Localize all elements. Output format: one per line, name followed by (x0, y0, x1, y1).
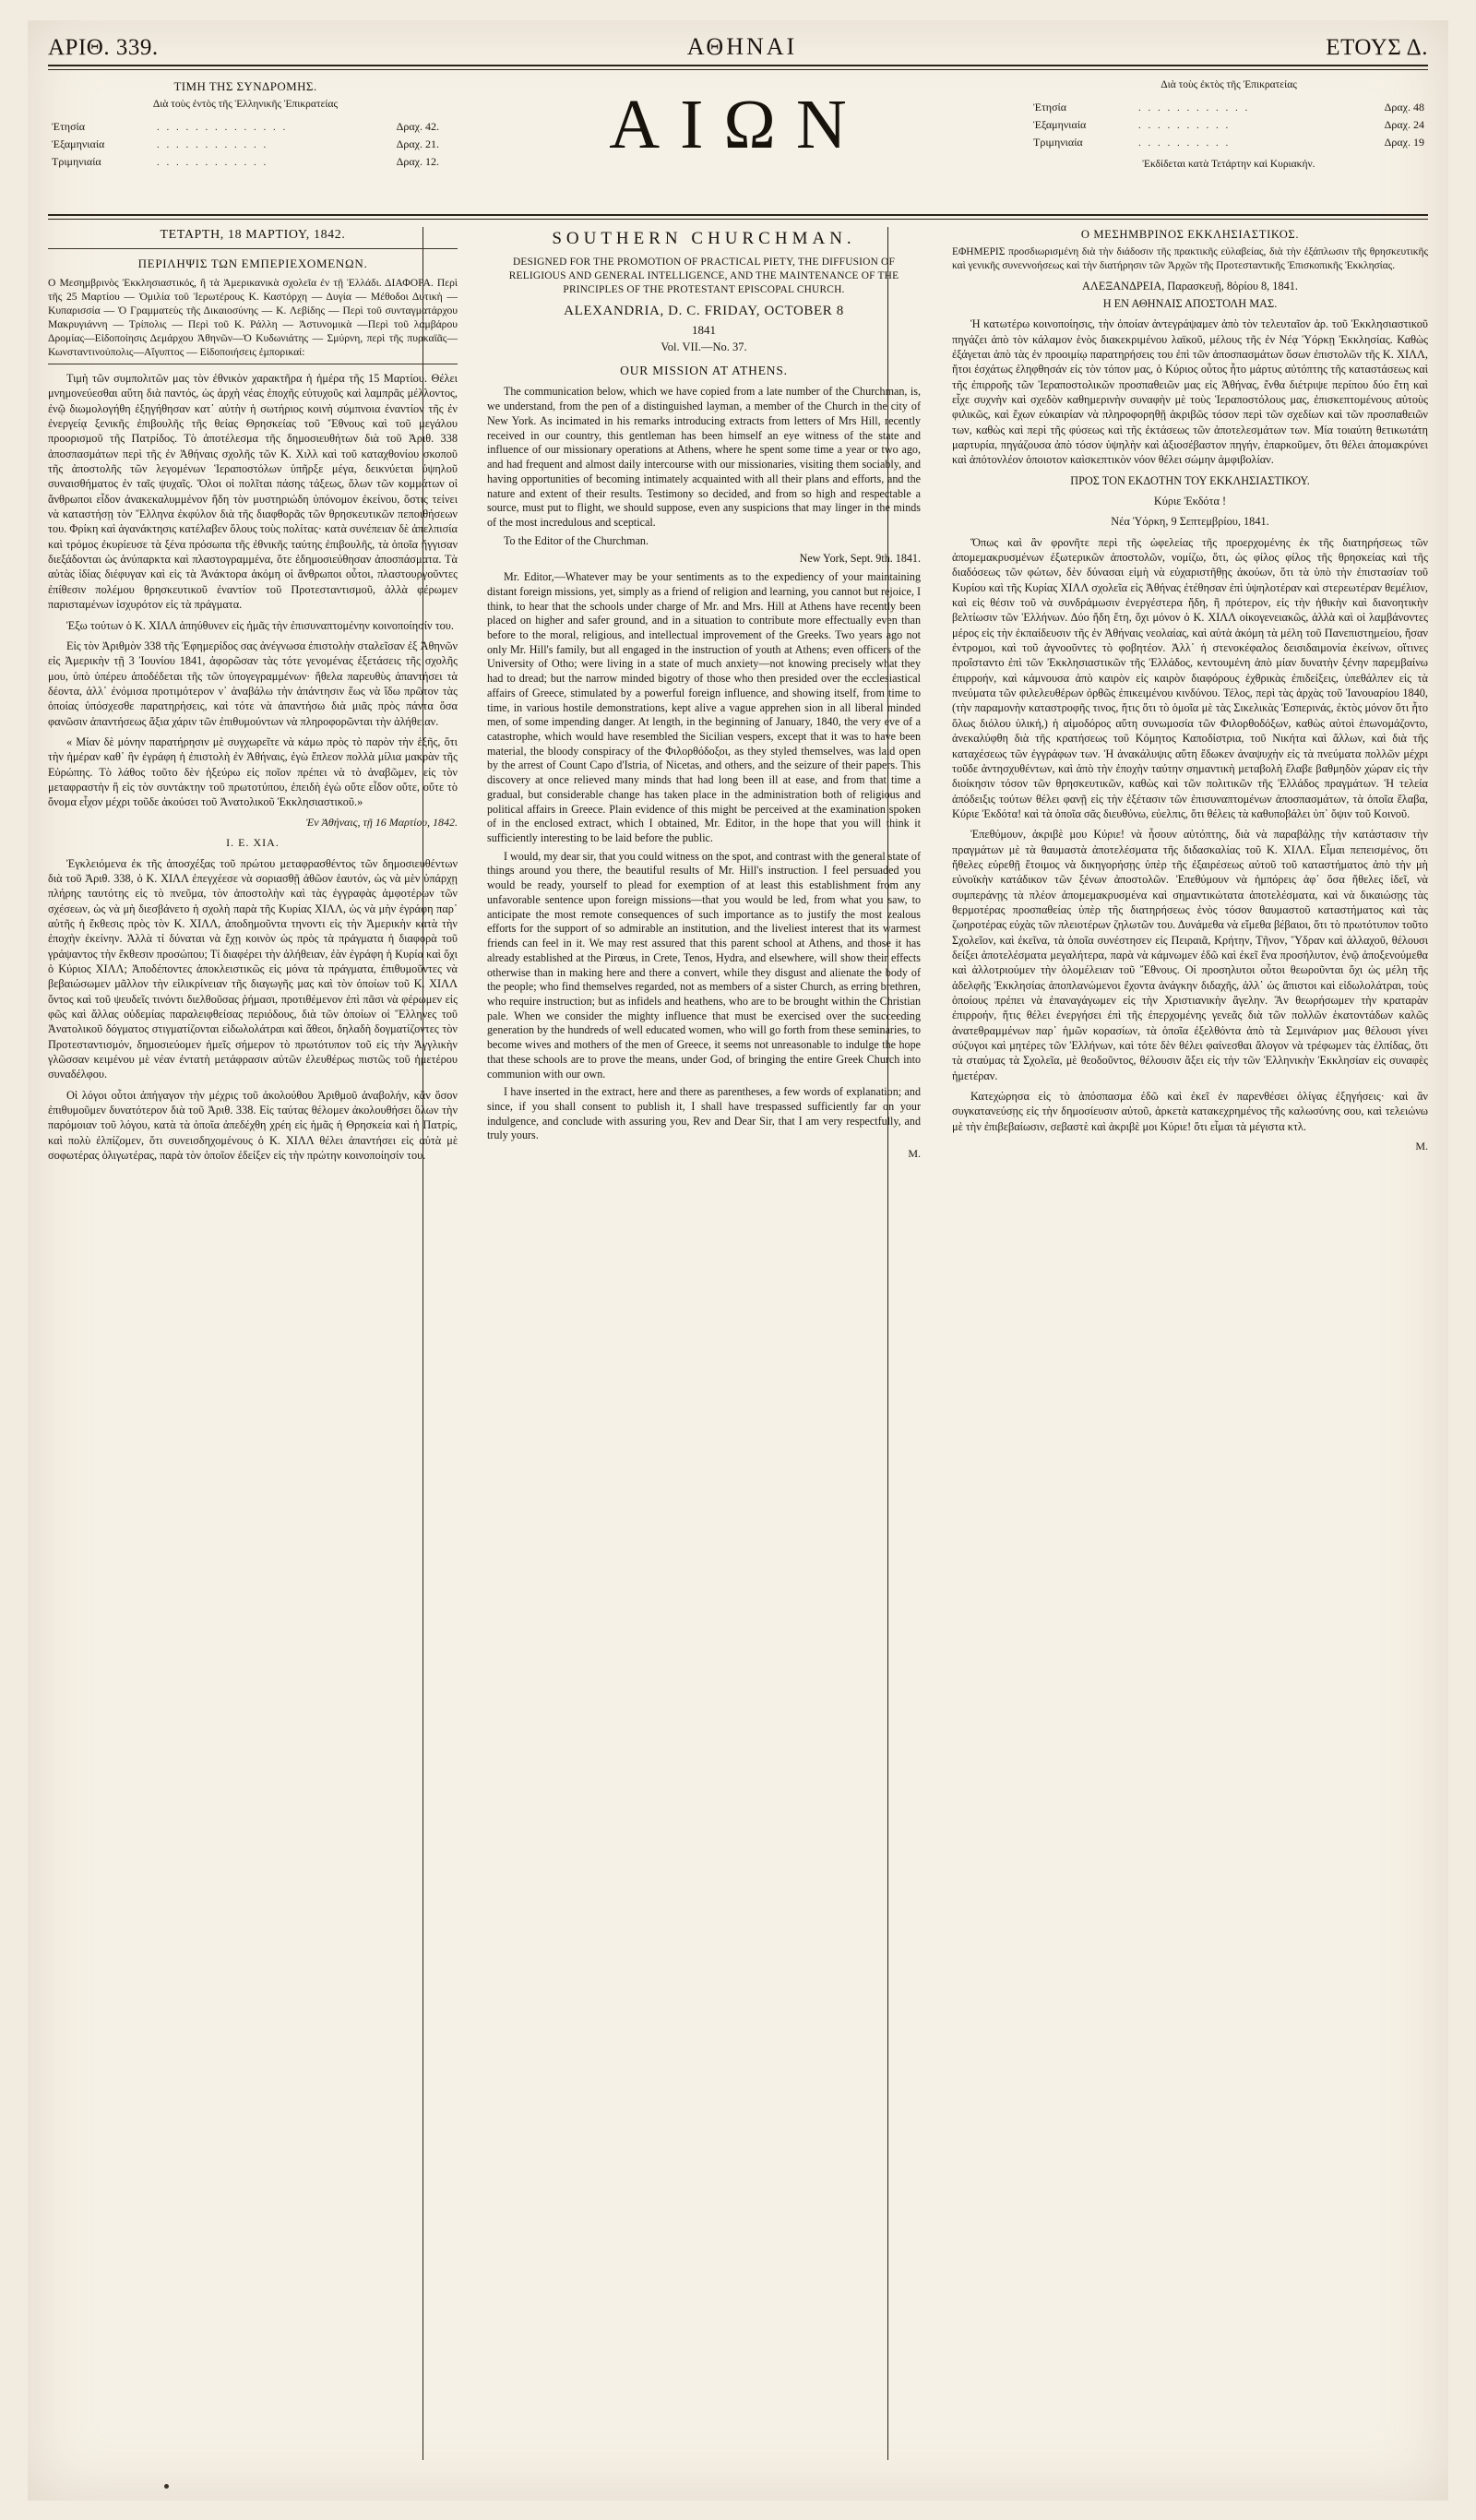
column-one-body (48, 371, 458, 1163)
volume-number: Vol. VII.—No. 37. (661, 340, 747, 354)
subscription-row (52, 136, 439, 153)
dot-leader: . . . . . . . . . . (1138, 137, 1231, 149)
letter-salutation: Κύριε Ἐκδότα ! (1153, 495, 1227, 508)
newspaper-logo: ΑΙΩΝ (609, 86, 867, 163)
subscription-subtitle-foreign: Διὰ τοὺς ἐκτὸς τῆς Ἐπικρατείας (1161, 79, 1297, 90)
letter-dateline: Νέα Ὑόρκη, 9 Σεπτεμβρίου, 1841. (1111, 515, 1269, 529)
paragraph: I have inserted in the extract, here and there as parentheses, a few words of explanation; and since, if you shall consent to publish it, I shall have trespassed sufficiently far on your indulgence, and conclude with assuring you, Rev and Dear Sir, that I am very respectfully, and truly yours. (487, 1085, 921, 1142)
subscription-amount: Δραχ. 21. (396, 137, 439, 150)
greek-section-heading: Η ΕΝ ΑΘΗΝΑΙΣ ΑΠΟΣΤΟΛΗ ΜΑΣ. (1102, 296, 1278, 310)
subscription-label: Ἐτησία (52, 119, 86, 133)
subscription-row (52, 153, 439, 171)
letter-addressee: To the Editor of the Churchman. (504, 533, 649, 547)
subscription-subtitle: Διὰ τοὺς ἐντὸς τῆς Ἑλληνικῆς Ἐπικρατείας (152, 99, 339, 111)
columns-area (48, 227, 1428, 2460)
paragraph: Ἐξω τούτων ὁ Κ. ΧΙΛΛ ἀπηύθυνεν εἰς ἡμᾶς τὴν ἐπισυναπτομένην κοινοποίησίν του. (66, 618, 454, 632)
column-two-body (487, 385, 921, 1161)
subscription-right-block (1033, 78, 1424, 173)
letter-dateline: New York, Sept. 9th. 1841. (799, 552, 921, 566)
publication-place-line: ALEXANDRIA, D. C. FRIDAY, OCTOBER 8 (564, 304, 844, 319)
letter-initial: M. (908, 1147, 921, 1161)
subscription-label: Ἑξαμηνιαία (1033, 117, 1087, 131)
column-two (487, 227, 921, 2460)
paragraph: Κατεχώρησα εἰς τὸ ἀπόσπασμα ἐδῶ καὶ ἐκεῖ ἐν παρενθέσει ὀλίγας ἐξηγήσεις· καὶ ἂν συγκατανεύσῃς εἰς τὴν δημοσίευσιν αὐτοῦ, ἀρκετὰ κατακεχρημένος τῆς καλωσύνης σου, καὶ τελειώνω μὲ τὴν ἐπιβεβαίωσιν, σεβαστὲ καὶ ἀκριβὲ μοι Κύριε! ὅτι εἶμαι τὰ μέγιστα κτλ. (952, 1090, 1428, 1133)
letter-initial: Μ. (1415, 1140, 1428, 1153)
letter-heading: ΠΡΟΣ ΤΟΝ ΕΚΔΟΤΗΝ ΤΟΥ ΕΚΚΛΗΣΙΑΣΤΙΚΟΥ. (1070, 473, 1310, 487)
subscription-row (1033, 134, 1424, 151)
paragraph: Mr. Editor,—Whatever may be your sentiments as to the expediency of your maintaining distant foreign missions, yet, simply as a friend of religion and learning, you cannot but rejoice, I think, to hear that the schools under charge of Mr. and Mrs. Hill at Athens have recently been placed on higher and safer ground, and in a situation to contribute more effectually even than before to the moral, religious, and intellectual improvement of the Greeks. Two years ago not only Mr. Hill's family, but all engaged in the instruction of youth at Athens; even officers of the University of Otho; were living in a state of much anxiety—not knowing precisely what they had to dread; but the narrow minded bigotry of those who then presided over the ecclesiastical affairs of Greece, stimulated by a powerful foreign influence, and showing itself, from time to time, in various hostile demonstrations, kept alive a vague apprehen sion in all liberal minded men, of some impending danger. At length, in the beginning of January, 1840, the very eve of a catastrophe, which would have resembled the Sicilian vespers, except that it was to have been material, the bloody conspiracy of the Φιλορθόδοξοι, as they styled themselves, was laid open by the arrest of Count Capo d'Istria, of Nicetas, and others, and the seizure of their papers. This discovery at once relieved many minds that had long been ill at ease, and from that time a gradual, but considerable change has taken place in the administration both of religious and political affairs in Greece. Plain evidence of this might be perceived at the examination spoken of in the enclosed extract, which I obtained, Mr. Editor, in the hope that you will think it sufficiently interesting to be laid before the public. (487, 570, 921, 845)
dot-leader: . . . . . . . . . . . . (157, 139, 268, 150)
paragraph: Ὅπως καὶ ἂν φρονῆτε περὶ τῆς ὠφελείας τῆς προερχομένης ἐκ τῆς διατηρήσεως τῶν ἀπομεμακρυσμένων ἐξωτερικῶν ἀποστολῶν, νομίζω, ὅτι, ὡς φίλος φίλος τῆς θρησκείας καὶ τῆς διαδόσεως τῶν φώτων, δὲν δύνασαι εἰμὴ νὰ εὐχαριστῆθῃς ἀκούων, ὅτι τὰ ὑπὸ τὴν ἐπιστασίαν τοῦ Κυρίου καὶ τῆς Κυρίας ΧΙΛΛ σχολεῖα εἰς Ἀθήνας ἐτέθησαν ἐπὶ ὑψηλοτέραν καὶ στερεωτέραν θεμέλιον, καὶ εἰς θέσιν τοῦ νὰ συνδράμωσιν ἐνεργέστερα ἤδη, ἢ πρότερον, εἰς τὴν ἠθικὴν καὶ διανοητικὴν βελτίωσιν τῶν Ἑλλήνων. Δύο ἤδη ἔτη, ὄχι μόνον ὁ Κ. ΧΙΛΛ οἰκογενειακῶς, ἀλλὰ καὶ οἱ λαμβάνοντες μέρος εἰς τὴν ἐκπαίδευσιν τῆς ἐν Ἀθήναις νεολαίας, καὶ αὐτὰ ἀκόμη τὰ μέλη τοῦ Πανεπιστημείου, ἤσαν ἐντρομοι, καὶ τοῦ ἀγνοοῦντες τὸ φοβητέον. Ἀλλ᾽ ἡ στενοκέφαλος δεισιδαιμονία ἐκείνων, οἵτινες προΐσταντο ἐπὶ τῶν Ἐκκλησιαστικῶν τῆς Ἑλλάδος, κεντουμένη ἀπὸ μίαν δυνατὴν ξένην παρεμβαίνω ἐπιρροήν, καὶ κάμνουσα ἀπὸ καιρὸν εἰς καιρὸν διαφόρους ἐχθρικὰς ἐπιδείξεις, ὑπεθάλπεν εἰς τὰ πνεύματα τῶν φιλελευθέρων ὀρθῶς ἐπικειμένου κινδύνου. Τέλος, περὶ τὰς ἀρχὰς τοῦ Ἰανουαρίου 1840, (τὴν παραμονὴν καταστροφῆς τινος, ἥτις ὅτι τὸ ὁμοῖα μὲ τὰς Σικελικὰς Ἑσπερινάς, ἐκτὸς μόνον ὅτι ἦτο ὅλως διόλου ὑλική,) ἡ αἱμοδόρος αὕτη συνωμοσία τῶν Φιλορθοδόξων, καθὼς αὐτοὶ ἐπωνομάζοντο, ἀνεκαλύφθη διὰ τῆς κρατήσεως τοῦ Κόμητος Καποδίστρια, τοῦ Νικήτα καὶ ἄλλων, καὶ διὰ τῆς καταχέσεως τῶν ἐγγράφων των. Ἡ ἀνακάλυψις αὕτη ἔδωκεν ἀναψυχὴν εἰς τὰ πνεύματα πολλῶν μέχρι τοῦδε ἀντησχυθέντων, καὶ ἀπὸ τὴν ἐποχὴν ταύτην σημαντικὴ μεταβολὴ ἔλαβε βαθμηδὸν χώραν εἰς τὴν διοίκησιν τόσον τῶν θρησκευτικῶν, καθὼς καὶ τῶν πολιτικῶν τῆς Ἑλλάδος πραγμάτων. Ἡ τελεία ἀπόδειξις τούτων θέλει φανῇ εἰς τὴν ἐξέτασιν τῶν ἐπισυναπτομένων ἀποσπασμάτων, τὰ ὁποῖα ἔλαβα, Κύριε Ἐκδότα! καὶ τὰ ὁποῖα σᾶς διευθύνω, εὐελπις, ὅτι θέλεις τὰ καθυποβάλει ὑπ᾽ ὄψιν τοῦ Κοινοῦ. (952, 535, 1428, 820)
southern-churchman-title: SOUTHERN CHURCHMAN. (552, 229, 856, 248)
subscription-amount: Δραχ. 19 (1384, 135, 1424, 149)
masthead-place: ΑΘΗΝΑΙ (686, 33, 798, 60)
dot-leader: . . . . . . . . . . . . (157, 157, 268, 169)
southern-churchman-subtitle: DESIGNED FOR THE PROMOTION OF PRACTICAL PIETY, THE DIFFUSION OF RELIGIOUS AND GENERAL INTELLIGENCE, AND THE MAINTENANCE OF THE PRINCIPLES OF THE PROTESTANT EPISCOPAL CHURCH. (508, 257, 899, 296)
letter-signature: Ι. Ε. ΧΙΑ. (226, 835, 280, 849)
masthead-top-line (48, 33, 1428, 61)
paragraph: Ἡ κατωτέρω κοινοποίησις, τὴν ὁποίαν ἀντεγράψαμεν ἀπὸ τὸν τελευταῖον ἀρ. τοῦ Ἐκκλησιαστικοῦ πηγάζει ἀπὸ τὸν κάλαμον ἑνὸς διακεκριμένου λαϊκοῦ, μέλους τῆς ἐν Νέᾳ Ὑόρκῃ Ἐκκλησίας. Καθὼς ἐξάγεται ἀπὸ τὰς ἐν προοιμίῳ παρατηρήσεις του ἐπὶ τῶν ἀποσπασμάτων ὅσων ἐπιστολῶν τῆς Κ. ΧΙΛΛ, ἤτοι ἐσχάτως ἐληφθησάν εἰς τὸν τόπον μας, ὁ Κύριος οὗτος ἦτο μάρτυς αὐτόπτης τῆς καταστάσεως καὶ τῆς ἐπιρροῆς τῶν Ἱεραποστολικῶν προσπαθειῶν μας εἰς Ἀθήνας, ἔνθα διέτριψε περίπου δύο ἔτη καὶ εἶχε συχνὴν καὶ σχεδὸν καθημερινὴν συναφὴν μὲ τοὺς Ἱεραποστόλους μας, ἐπισκεπτομένους αὐτοὺς φιλικῶς, καὶ ἔχων εὐκαιρίαν νὰ πληροφορηθῇ ἀκριβῶς τόσον περὶ τῶν σχεδίων καὶ τῶν προσπαθειῶν των, καθὼς καὶ περὶ τῆς φύσεως καὶ τῆς ἐκτάσεως τῶν ἀποτελεσμάτων των. Μία τοιαύτη θετικωτάτη μαρτυρία, πηγάζουσα ἀπὸ τόσον ὑψηλὴν καὶ ἀξιοσέβαστον πηγήν, ἐπαρκοῦμεν, ὅτι θέλει ἀπομακρύνει καὶ ἀπότονλέον ὁποιοτον καὶσκεπτικὸν νόον θέλει σώμην ἀμφιβολίαν. (952, 317, 1428, 467)
subscription-label: Ἐτησία (1033, 100, 1067, 113)
masthead-rule-top-thin (48, 69, 1428, 70)
subscription-row (52, 118, 439, 136)
paragraph: The communication below, which we have copied from a late number of the Churchman, is, we understand, from the pen of a distinguished layman, a member of the Church in the city of New York. As incimated in his remarks introducing extracts from letters of Mrs Hill, recently received in our country, this gentleman has been himself an eye witness of the state and influence of our missionary operations at Athens, where he spent some time a year or two ago, and had frequent and almost daily intercourse with our missionaries, visiting them sociably, and having opportunities of becoming intimately acquainted with all their plans and efforts, and the nature and extent of their results. Testimony so decided, and from so high and respectable a source, must put to flight, we should suppose, even any suspicions that may linger in the minds of the most incredulous and sceptical. (487, 385, 921, 529)
masthead-rule-bottom-thin (48, 219, 1428, 220)
subscription-row (1033, 99, 1424, 116)
masthead-year: ΕΤΟΥΣ Δ. (1326, 35, 1428, 60)
subscription-title: ΤΙΜΗ ΤΗΣ ΣΥΝΔΡΟΜΗΣ. (173, 79, 317, 93)
column-three (952, 227, 1428, 2460)
publication-year: 1841 (692, 323, 716, 338)
paragraph: I would, my dear sir, that you could witness on the spot, and contrast with the general state of things around you there, the beautiful results of Mr. Hill's instruction. I feel persuaded you would be ready, yourself to plead for exemption of at least this establishment from any unfavorable sentence upon foreign missions—that you would be led, from what you saw, to anticipate the most remote consequences of such importance as to justify the most zealous efforts for the support of so admirable an institution, and the liveliest interest that its warmest friends can feel in it. We may rest assured that this parent school at Athens, and those it has already established at the Pirœus, in Crete, Tenos, Hydra, and elsewhere, will show their effects otherwise than in making here and there a convert, while they disgust and alienate the body of the people; who find themselves regarded, not as members of a sister Church, as erring brethren, who require instruction; but as infidels and heathens, who are to be brought within the Christian pale. When we consider the mighty influence that must be exercised over the succeeding generation by the hundreds of well educated women, who will go forth from these seminaries, to become wives and mothers of the men of Greece, it seems not unreasonable to indulge the hope that these schools are to prove the means, under God, of bringing the entire Greek Church into communion with our own. (487, 849, 921, 1081)
subscription-row (1033, 116, 1424, 134)
column-three-body (952, 316, 1428, 1154)
masthead-rule-bottom (48, 214, 1428, 216)
subscription-label: Τριμηνιαία (52, 155, 101, 169)
contents-heading: ΠΕΡΙΛΗΨΙΣ ΤΩΝ ΕΜΠΕΡΙΕΧΟΜΕΝΩΝ. (137, 257, 368, 271)
paragraph: Ἐπεθύμουν, ἀκριβὲ μου Κύριε! νὰ ἦσουν αὐτόπτης, διὰ νὰ παραβάλῃς τὴν κατάστασιν τὴν πραγμάτων μὲ τὰ θαυμαστὰ ἀποτελέσματα τῆς διδασκαλίας τοῦ Κ. ΧΙΛΛ. Εἶμαι πεπεισμένος, ὅτι ἤθελες εὑρεθῇ ἕτοιμος νὰ δικηγορήσῃς ὑπὲρ τῆς ἐξαιρέσεως αὐτοῦ τοῦ καταστήματος ἀπὸ τὴν μὴ εὐνοϊκὴν κατάδικον τῶν ξένων ἀποστολῶν. Ἐπεθύμουν νὰ ἡμπόρεις ἀφ᾽ ὅσα ἤθελες ἰδεῖ, νὰ συμπεράνῃς τὰ πλέον ἀπομεμακρυσμένα καὶ σημαντικώτατα ἀποτελέσματα, καὶ νὰ δικαιώσῃς τὰς θερμοτέρας προσπαθείας ὑπὲρ τῆς διατηρήσεως ἑνὸς τόσον θαυμαστοῦ καταστήματος καὶ τὰς ζωηροτέρας εὐχὰς τῶν πλειοτέρων ζηλωτῶν του. Δυνάμεθα νὰ εἴμεθα βέβαιοι, ὅτι τὸ πρωτότυπον τοῦτο Σχολεῖον, καὶ ἐκεῖνα, τὰ ὁποῖα συνέστησεν εἰς Πειραιᾶ, Κρήτην, Τῆνον, Ὕδραν καὶ ἀλλαχοῦ, θέλουσι δείξει ἀποτελέσματα μεγαλήτερα, παρὰ νὰ κάμνωμεν ἐδῶ καὶ ἐκεῖ ἕνα προσήλυτον, ἐνῷ ἀποξενούμεθα καὶ ἀλλοτριούμεν τὴν ὁλομέλειαν τοῦ Ἔθνους. Οἱ προσηλυτοι οὗτοι θεωροῦνται ὄχι ὡς μέλη τῆς ἀδελφῆς Ἐκκλησίας ἀποπλανώμενοι ἔχοντα ἀνάγκην διδαχῆς, ἀλλ᾽ ὡς ἄπιστοι καὶ εἰδωλολάτραι, τοὺς ὁποίους πρέπει νὰ ἐπαναγάγωμεν εἰς τὴν Χριστιανικὴν ἄγελην. Ἂν θεωρήσωμεν τὴν κραταρὰν ἐπιρροήν, ἥτις θέλει ἐνεργήσει ἐπὶ τῆς ἐπερχομένης γενεᾶς διὰ τῶν πολλῶν ἑκατοντάδων καλῶς ἀνατεθραμμένων παρ᾽ ἡμῶν κορασίων, τὰ ὁποῖα ἐξελθόντα ἀπὸ τὰ Σεμινάριον μας θέλουσι γίνει σύζυγοι καὶ μητέρες τῶν Ἑλλήνων, καὶ τότε δὲν θέλει φαίνεσθαι ἄλογον νὰ τρέφωμεν τὰς ἐλπίδας, ὅτι τὰ σταύμας τὰ Σχολεῖα, μὲ θεοδοῦντος, θέλουσιν ἄξει εἰς τὴν τῶν Ἑλληνικὴν Ἐκκλησίαν εἰς συναφὲς ἡμετέραν. (952, 828, 1428, 1082)
page-mark (164, 2484, 169, 2489)
paragraph: « Μίαν δὲ μόνην παρατήρησιν μὲ συγχωρεῖτε νὰ κάμω πρὸς τὸ παρὸν τὴν ἑξῆς, ὅτι τὴν ἡμέραν καθ᾽ ἣν ἐγράφη ἡ ἐπιστολὴ ἐν Ἀθήναις, ἐγὼ ἔπλεον πολλὰ μίλια μακρὰν τῆς Εὐρώπης. Τὸ λάθος τοῦτο δὲν ἠξεύρω εἰς ποῖον πρέπει νὰ τὸ ἀναβῶμεν, εἰς τὸν μεταφραστὴν ἢ εἰς τὸν συντάκτην τοῦ πρωτοτύπου, ἐπειδὴ ἐγὼ οὔτε εἶδον οὔτε, οὔτε τὸ ὄνομα εἶχον μέχρι τοῦδε ἀκούσει τοῦ Ἀνατολικοῦ Ἐκκλησιαστικοῦ.» (48, 735, 458, 809)
dot-leader: . . . . . . . . . . . . (1138, 102, 1250, 113)
subscription-label: Ἑξαμηνιαία (52, 137, 105, 150)
divider (48, 248, 458, 249)
paragraph: Τιμὴ τῶν συμπολιτῶν μας τὸν ἐθνικὸν χαρακτῆρα ἡ ἡμέρα τῆς 15 Μαρτίου. Θέλει μνημονεύεσθαι αὕτη διὰ παντός, ὡς ἀρχὴ νέας ἐποχῆς εὐτυχοῦς καὶ λαμπρᾶς μέλλοντος, ἐνῷ διωμολογήθη ἐξηγήθησαν κατ᾽ αὐτὴν ἡ σωτήριος κοινὴ σύμπνοια ἐναντίον τῆς ἐν ἐνεργείᾳ ξενικῆς ἐπιβουλῆς τῆς θείας Θρησκείας τοῦ Ἔθνους καὶ τοῦ μεγάλου προορισμοῦ τῆς Πατρίδος. Τὸ ἀποτέλεσμα τῆς δημοσιευθήτων διὰ τοῦ Ἀριθ. 338 ἀποσπασμάτων περὶ τῆς ἐν Ἀθήναις σχολῆς τῶν Κ. Χιλλ καὶ τοῦ καταχθονίου σκοποῦ τῆς ἀποστολῆς τῶν λεγομένων Ἱεραποστόλων ὑπῆρξε μέγα, δεικνύεται ὑψηλοῦ συναισθήματος ἐν ταῖς ψυχαῖς. Ὅλοι οἱ πολῖται πάσης τάξεως, ὅλων τῶν κομμάτων οἱ ἄνθρωποι εἶδον ἀνακεκαλυμμένον ἤδη τὸν μυστηριώδη ὑπόνομον ἐκείνου, ὅστις τείνει νὰ καταστήσῃ τὸν Ἕλληνα ἐκφύλον διὰ τῆς διαφθορᾶς τῶν θρησκευτικῶν πεποιθήσεων του. Φρίκη καὶ ἀγανάκτησις κατέλαβεν ὅλους τοὺς πολίτας· κατὰ συνέπειαν δὲ ἀπελπισία καὶ τρόμος ἐκυρίευσε τὰ ξένα πρόσωπα τῆς ἐθνικῆς ταύτης ἐπιβουλῆς, τὰ ὁποῖα ἤγγισαν διεξάδονται ὡς ἀνύπαρκτα καὶ πλαστογραμμένα, ὅτε ἐδημοσιεύθησαν ἀποσπάσματα. Τὰ αὐτὰς ἰδίας διέφυγαν καὶ εἰς τὰ Ἀνάκτορα ἀκόμη οἱ ἄνθρωποι οὗτοι, πλαστουργοῦντες ἐπίθεσιν πολέμου θρησκευτικοῦ ἐναντίον τοῦ Προτεσταντισμοῦ, ἀλλὰ φέρωμεν παρισταμένων ἰσχυρότον εἰς τὰ πράγματα. (48, 372, 458, 612)
dot-leader: . . . . . . . . . . . . . . (157, 121, 288, 133)
issue-date: ΤΕΤΑΡΤΗ, 18 ΜΑΡΤΙΟΥ, 1842. (160, 228, 346, 242)
contents-summary: Ο Μεσημβρινὸς Ἐκκλησιαστικός, ἢ τὰ Ἀμερικανικὰ σχολεῖα ἐν τῇ Ἑλλάδι. ΔΙΑΦΟΡΑ. Περὶ τῆς 25 Μαρτίου — Ὁμιλία τοῦ Ἱερωτέρους Κ. Καστόρχη — Δυγία — Μέθοδοι Δυτικὴ — Κυπαρισσία — Ὁ Γραμματεὺς τῆς Δικαιοσύνης — Κ. Λεβίδης — Περὶ τοῦ συνταγματάρχου Μακρυγιάννη — Τρίπολις — Περὶ τοῦ Κ. Ράλλη — Ἀστυνομικὰ —Περὶ τοῦ λαμβάρου Δρομίας—Εἰδοποίησις Δεμάρχου Ἀθηνῶν—Ὁ Κυδωνιάτης — Σμύρνη, περὶ τῆς πυρκαϊᾶς— Κωνσταντινούπολις—Αἴγυπτος — Εἰδοποιήσεις ἐμπορικαί: (48, 276, 458, 358)
paragraph: Εἰς τὸν Ἀριθμὸν 338 τῆς Ἐφημερίδος σας ἀνέγνωσα ἐπιστολὴν σταλεῖσαν ἐξ Ἀθηνῶν εἰς Ἀμερικὴν τῇ 3 Ἰουνίου 1841, ἀφορῶσαν τὰς τότε γενομένας ἐξετάσεις τῆς σχολῆς μου, ὑπὸ ὑπέρευ ἀποδέδεται τῆς τῶν ὑπογεγραμμένων· ἤθελα παρευθὺς ἀπαντήσει τὰ δέοντα, ἀλλ᾽ ἐνόμισα προτιμότερον ν᾽ ἀναβάλω τὴν ἀπάντησιν ἕως νὰ ἴδω πρῶτον τὰς ὁποίας ὑπόσχεσθε παρατηρήσεις, καὶ τότε νὰ ἀπαντήσω διὰ μιᾶς πρὸς πάντα ὅσα φανῶσιν ἀπαντήσεως ἄξια χάριν τῶν ἐπιθυμούντων νὰ πληροφορῶνται τὴν ἀλήθειαν. (48, 639, 458, 728)
dot-leader: . . . . . . . . . . (1138, 119, 1231, 131)
paragraph: Οἱ λόγοι οὗτοι ἀπήγαγον τὴν μέχρις τοῦ ἀκολούθου Ἀριθμοῦ ἀναβολήν, κἂν ὅσον ἐπιθυμοῦμεν δυνατότερον διὰ τοῦ Ἀριθ. 338. Εἰς ταύτας θέλομεν ἀκολουθήσει ὅλων τὴν παρόμοιαν τοῦ λόγου, κατὰ τὰ ὁποῖα ἀπεδέχθη χρέη εἰς ἡμᾶς ἡ Θρησκεία καὶ ἡ Πατρίς, καὶ πολὺ ἐλπίζομεν, ὅτι συνεισδηχομένους ὁ Κ. ΧΙΛΛ θέλει ἀπαντήσει εἰς αὐτὰ μὲ σοφωτέρας ὀλιγωτέρας, παρὰ τὸν ὁποῖον ἐδείξεν εἰς τὴν πρώτην κοινοποίησίν του. (48, 1088, 458, 1163)
subscription-amount: Δραχ. 12. (396, 155, 439, 169)
greek-place-line: ΑΛΕΞΑΝΔΡΕΙΑ, Παρασκευῇ, 8ὁρίου 8, 1841. (1082, 279, 1298, 293)
subscription-left-block (52, 78, 439, 171)
subscription-label: Τριμηνιαία (1033, 135, 1083, 149)
greek-translation-title: Ο ΜΕΣΗΜΒΡΙΝΟΣ ΕΚΚΛΗΣΙΑΣΤΙΚΟΣ. (1080, 228, 1300, 241)
subscription-amount: Δραχ. 42. (396, 119, 439, 133)
masthead-rule-top (48, 65, 1428, 66)
publication-frequency-note: Ἐκδίδεται κατὰ Τετάρτην καὶ Κυριακήν. (1142, 158, 1315, 170)
subscription-amount: Δραχ. 48 (1384, 100, 1424, 113)
greek-translation-subtitle: ΕΦΗΜΕΡΙΣ προσδιωρισμένη διὰ τὴν διάδοσιν τῆς πρακτικῆς εὐλαβείας, διὰ τὴν ἐξάπλωσιν τῆς θρησκευτικῆς καὶ γενικῆς συνεννοήσεως καὶ τὴν διατήρησιν τῶν Ἀρχῶν τῆς Προτεσταντικῆς Ἐπισκοπικῆς Ἐκκλησίας. (952, 246, 1428, 271)
issue-number: ΑΡΙΘ. 339. (48, 35, 159, 60)
article-heading: OUR MISSION AT ATHENS. (620, 363, 788, 377)
column-one (48, 227, 458, 2460)
letter-place-date: Ἐν Ἀθήναις, τῇ 16 Μαρτίου, 1842. (305, 815, 458, 829)
subscription-amount: Δραχ. 24 (1384, 117, 1424, 131)
paragraph: Ἐγκλειόμενα ἐκ τῆς ἀποσχέξας τοῦ πρώτου μεταφρασθέντος τῶν δημοσιευθέντων διὰ τοῦ Ἀριθ. 338, ὁ Κ. ΧΙΛΛ ἐπεγχέεσε νὰ σοριασθῇ ἀθῶον ἑαυτόν, ὡς νὰ μὲν ὑπάρχῃ πλήρης ταυτότης εἰς τὸ πνεῦμα, τὸν ἀποστολὴν καὶ τὰς ἐγγραφὰς ἀμφοτέρων τῶν σχέσεων, ὡς νὰ μὴ διεσβάνετο ἡ σχολὴ παρὰ τῆς Κυρίας ΧΙΛΛ, ὡς νὰ μὴν ἐγράφη παρ᾽ αὐτῆς ἡ ἔκθεσις πρὸς τὸν Κ. ΧΙΛΛ, ἀποδημοῦντα τηνοντι εἰς τὴν Ἀμερικὴν κατὰ τὴν ἐποχὴν ἐκείνην. Ἀλλὰ τί δύναται νὰ ἔχῃ κοινὸν ὡς πρὸς τὰ πράγματα ἡ διαφορὰ τοῦ γράψαντος τὴν ἔκθεσιν προσώπου; Τί διαφέρει τὴν ἀλήθειαν, ἐὰν ἐγράφη ἡ Κυρία καὶ ὄχι ὁ Κύριος ΧΙΛΛ; Ἀποδέποντες ἀποκλειστικῶς εἰς μόνα τὰ πράγματα, ἐπιθυμοῦντες νὰ βεβαιώσωμεν μᾶλλον τὴν εἰλικρίνειαν τῆς διαγωγῆς μας καὶ τὸν ὁποίων τοῦ Κ. ΧΙΛΛ ὄντος καὶ τοῦ ψευδεῖς τινόντι διελθοῦσας ῥήμασι, προτιθέμενον ἐπὶ πᾶσι νὰ φέρωμεν εἰς φῶς καὶ ἄλλας οὐδεμίας παραλειφθείσας περιόδους, διὰ τῶν ὁποίων οἱ Ἕλληνες τοῦ Ἀνατολικοῦ δόγματος στιγματίζονται εἰδωλολάτραι καὶ ἄθεοι, δηλαδὴ δογματίζοντες τὸν Προτεσταντισμόν, δημοσιεύομεν ἡμεῖς σήμερον τὸ πρωτότυπον τοῦ εἰς τὴν Ἀγγλικὴν γλῶσσαν κειμένου μὲ νέαν ἐντατὴ μετάφρασιν αὐτῶν ἐλευθέρως πιστῶς τοῦ ἡμετέρου συναδέλφου. (48, 856, 458, 1081)
